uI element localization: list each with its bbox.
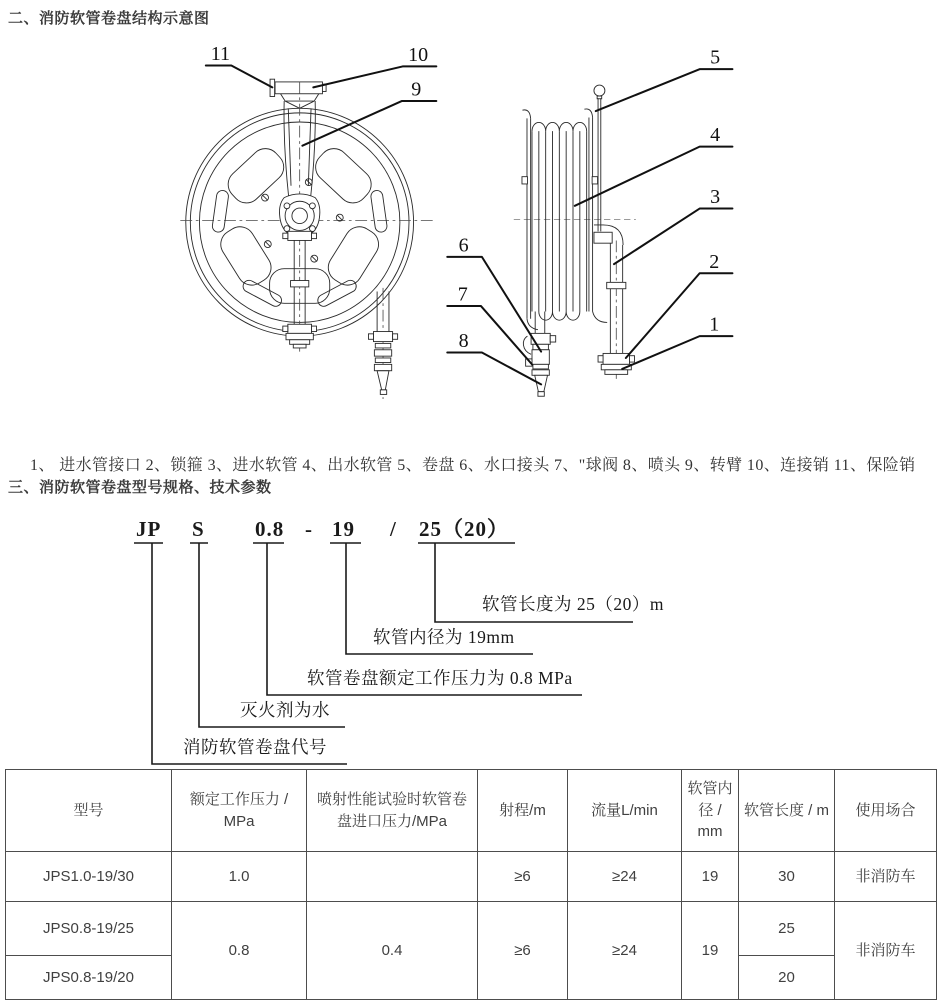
note-reel-code: 消防软管卷盘代号 <box>183 737 327 757</box>
callout-4-label: 4 <box>710 124 721 147</box>
reel-hub <box>279 194 319 233</box>
cell-inlet-pressure <box>307 852 478 902</box>
cell-length: 30 <box>739 852 835 902</box>
code-part-dash: - <box>305 517 313 541</box>
header-rated-pressure: 额定工作压力 / MPa <box>172 770 307 852</box>
reel-front-view <box>180 79 433 399</box>
callout-9-label: 9 <box>411 78 422 101</box>
hose-outlet <box>523 333 555 396</box>
header-length: 软管长度 / m <box>739 770 835 852</box>
header-flow: 流量L/min <box>568 770 682 852</box>
cell-diameter: 19 <box>682 902 739 1000</box>
callout-8-label: 8 <box>458 330 469 353</box>
note-agent-water: 灭火剂为水 <box>240 700 330 720</box>
model-code-text <box>136 517 509 541</box>
structure-diagram <box>0 40 941 450</box>
note-hose-diameter: 软管内径为 19mm <box>373 627 515 647</box>
section3-heading: 三、消防软管卷盘型号规格、技术参数 <box>8 479 272 496</box>
cell-inlet-pressure: 0.4 <box>307 902 478 1000</box>
reel-side-view <box>514 85 636 396</box>
callout-5-label: 5 <box>710 46 721 69</box>
cell-usage: 非消防车 <box>835 902 937 1000</box>
table-row <box>6 852 937 902</box>
code-part-diameter: 19 <box>332 517 355 541</box>
cell-pressure: 1.0 <box>172 852 307 902</box>
code-part-slash: / <box>390 517 397 541</box>
table-header-row <box>6 770 937 852</box>
coiled-hose <box>532 122 587 333</box>
cell-range: ≥6 <box>478 852 568 902</box>
cell-usage: 非消防车 <box>835 852 937 902</box>
callout-3-label: 3 <box>710 186 721 209</box>
cell-length: 25 <box>739 902 835 956</box>
callout-7-label: 7 <box>457 283 468 306</box>
cell-range: ≥6 <box>478 902 568 1000</box>
section2-heading: 二、消防软管卷盘结构示意图 <box>8 10 210 27</box>
cell-pressure: 0.8 <box>172 902 307 1000</box>
cell-model: JPS0.8-19/20 <box>6 956 172 1000</box>
table-row <box>6 902 937 956</box>
model-code-diagram <box>90 505 720 770</box>
code-part-jp: JP <box>136 517 162 541</box>
code-part-pressure: 0.8 <box>255 517 285 541</box>
callout-2-label: 2 <box>709 250 720 273</box>
header-diameter: 软管内径 / mm <box>682 770 739 852</box>
note-hose-length: 软管长度为 25（20）m <box>482 594 664 614</box>
model-code-notes <box>183 594 664 757</box>
code-part-length: 25（20） <box>419 517 509 541</box>
callout-1-label: 1 <box>709 313 720 336</box>
code-part-s: S <box>192 517 205 541</box>
front-nozzle-pipe <box>368 288 397 399</box>
note-rated-pressure: 软管卷盘额定工作压力为 0.8 MPa <box>307 668 573 688</box>
callout-10-label: 10 <box>408 43 429 66</box>
header-usage: 使用场合 <box>835 770 937 852</box>
parts-legend: 1、 进水管接口 2、锁箍 3、进水软管 4、出水软管 5、卷盘 6、水口接头 7、"球阀 8、喷头 9、转臂 10、连接销 11、保险销 <box>30 457 916 474</box>
spec-table <box>5 769 937 1000</box>
cell-diameter: 19 <box>682 852 739 902</box>
cell-flow: ≥24 <box>568 852 682 902</box>
center-pipe <box>283 231 317 351</box>
cell-model: JPS1.0-19/30 <box>6 852 172 902</box>
callout-6-label: 6 <box>458 234 469 257</box>
header-model: 型号 <box>6 770 172 852</box>
cell-model: JPS0.8-19/25 <box>6 902 172 956</box>
cell-length: 20 <box>739 956 835 1000</box>
callout-11-label: 11 <box>210 43 231 66</box>
header-inlet-pressure: 喷射性能试验时软管卷盘进口压力/MPa <box>307 770 478 852</box>
cell-flow: ≥24 <box>568 902 682 1000</box>
model-code-lines <box>134 543 633 764</box>
header-range: 射程/m <box>478 770 568 852</box>
